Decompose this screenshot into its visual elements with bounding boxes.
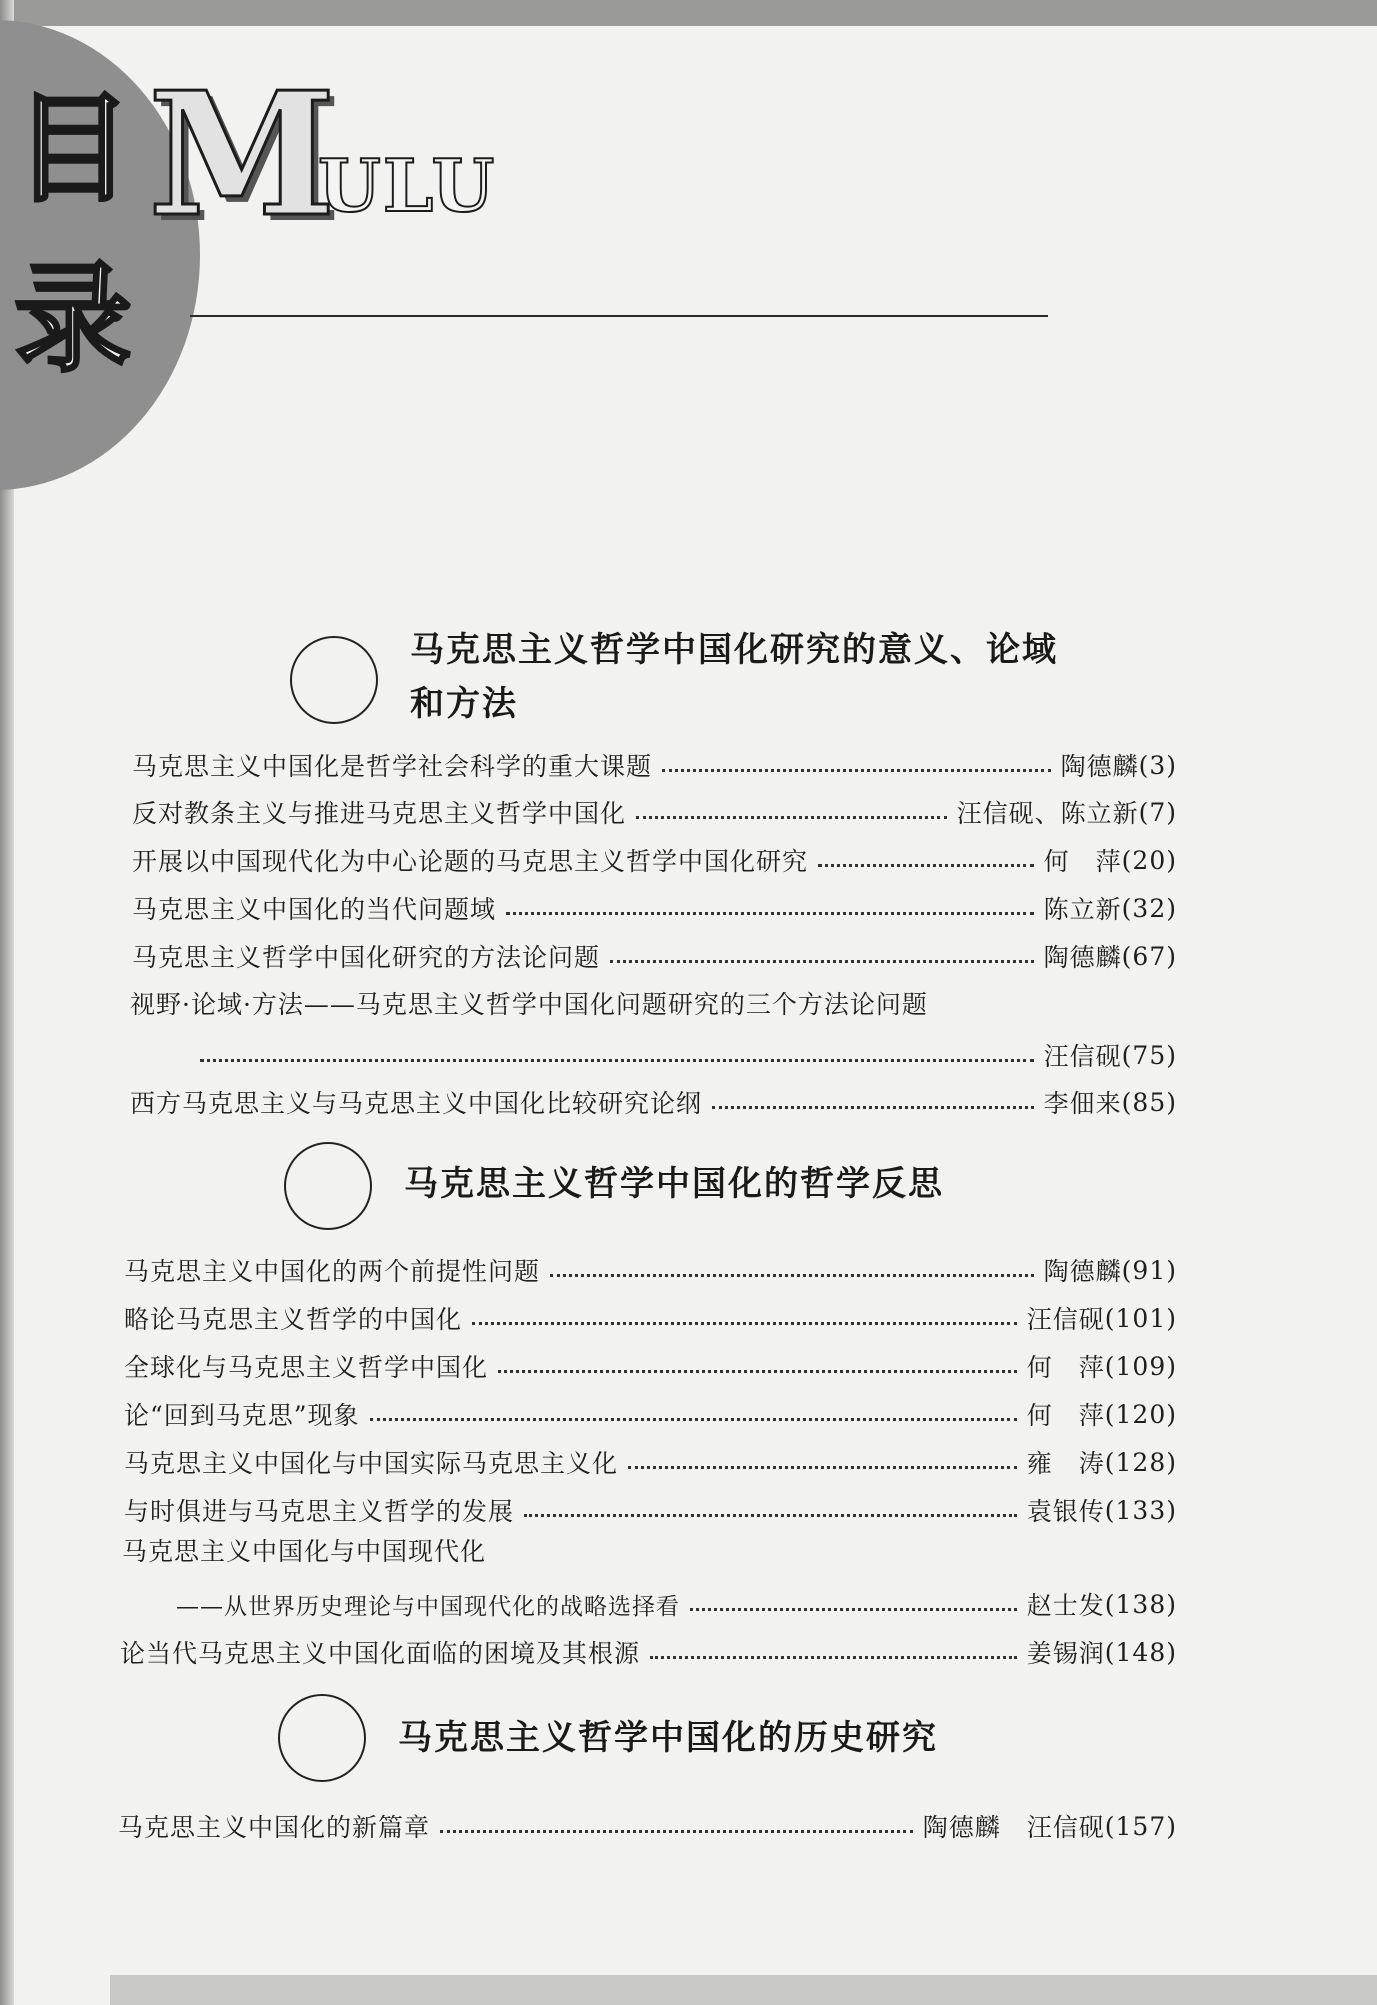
entry-page: (128) [1104,1447,1177,1477]
leader-dots [662,769,1051,772]
masthead-big-letter: M [148,55,337,255]
toc-entry[interactable] [132,792,1177,832]
toc-entry[interactable] [132,936,1177,976]
leader-dots [440,1830,913,1833]
entry-author: 袁银传 [1026,1497,1105,1526]
entry-author: 汪信砚 [1026,1305,1105,1334]
entry-author: 陶德麟 [1060,752,1139,781]
entry-author: 何 萍 [1026,1353,1105,1382]
entry-author: 陶德麟 汪信砚 [922,1813,1105,1842]
entry-title: 全球化与马克思主义哲学中国化 [124,1353,489,1382]
entry-author: 陈立新 [1043,895,1122,924]
section-circle-icon [278,1694,366,1782]
entry-author: 汪信砚 [1043,1042,1122,1071]
masthead-rest-letters: ULU [318,143,497,228]
toc-entry[interactable] [118,1806,1177,1846]
entry-author: 雍 涛 [1026,1449,1105,1478]
entry-author: 赵士发 [1026,1591,1105,1620]
toc-entry[interactable] [124,1442,1177,1482]
entry-author: 何 萍 [1026,1401,1105,1430]
entry-title: 略论马克思主义哲学的中国化 [124,1305,463,1334]
leader-dots [610,960,1034,963]
entry-title: 马克思主义中国化的当代问题域 [132,895,497,924]
section-title-continued: 和方法 [410,684,518,724]
entry-title[interactable]: 马克思主义中国化与中国现代化 [122,1537,487,1566]
toc-entry[interactable] [124,1250,1177,1290]
entry-title: 开展以中国现代化为中心论题的马克思主义哲学中国化研究 [132,847,809,876]
entry-page: (120) [1104,1399,1177,1429]
entry-author: 李佃来 [1043,1089,1122,1118]
scan-bottom-edge [110,1975,1377,2005]
leader-dots [818,864,1034,867]
toc-entry[interactable] [132,745,1177,785]
entry-title: 反对教条主义与推进马克思主义哲学中国化 [132,799,627,828]
entry-page: (91) [1121,1255,1177,1285]
entry-page: (3) [1138,750,1177,780]
entry-page: (7) [1138,797,1177,827]
entry-title: 马克思主义中国化的新篇章 [118,1813,431,1842]
section-title: 马克思主义哲学中国化研究的意义、论域 [410,630,1058,670]
entry-title: 西方马克思主义与马克思主义中国化比较研究论纲 [130,1089,703,1118]
section-title: 马克思主义哲学中国化的历史研究 [398,1718,938,1758]
leader-dots [498,1370,1017,1373]
masthead-char-lu: 录 [14,250,133,388]
entry-subtitle: ——从世界历史理论与中国现代化的战略选择看 [176,1593,680,1620]
masthead-char-mu: 目 [14,80,133,218]
leader-dots [636,816,947,819]
leader-dots [472,1322,1017,1325]
masthead-rule [190,315,1048,317]
entry-page: (138) [1104,1589,1177,1619]
entry-title: 论当代马克思主义中国化面临的困境及其根源 [120,1639,641,1668]
leader-dots [712,1106,1034,1109]
leader-dots [506,912,1034,915]
entry-author: 陶德麟 [1043,943,1122,972]
entry-author: 陶德麟 [1043,1257,1122,1286]
leader-dots [550,1274,1034,1277]
entry-title: 马克思主义中国化与中国实际马克思主义化 [124,1449,619,1478]
entry-author: 姜锡润 [1026,1639,1105,1668]
toc-entry[interactable] [124,1490,1177,1530]
entry-page: (101) [1104,1303,1177,1333]
masthead [0,55,1100,388]
entry-author: 汪信砚、陈立新 [956,799,1139,828]
entry-title[interactable]: 视野·论域·方法——马克思主义哲学中国化问题研究的三个方法论问题 [130,990,928,1019]
section-circle-icon [290,636,378,724]
entry-page: (157) [1104,1811,1177,1841]
leader-dots [370,1418,1017,1421]
toc-entry[interactable] [124,1394,1177,1434]
leader-dots [650,1656,1017,1659]
entry-page: (67) [1121,941,1177,971]
entry-title: 马克思主义中国化是哲学社会科学的重大课题 [132,752,653,781]
entry-title: 马克思主义中国化的两个前提性问题 [124,1257,541,1286]
toc-entry[interactable] [124,1346,1177,1386]
entry-page: (148) [1104,1637,1177,1667]
section-circle-icon [284,1142,372,1230]
entry-title: 论“回到马克思”现象 [124,1401,360,1430]
entry-author: 何 萍 [1043,847,1122,876]
toc-entry-subtitle[interactable] [176,1584,1177,1624]
leader-dots [628,1466,1017,1469]
entry-page: (32) [1121,893,1177,923]
entry-page: (75) [1121,1040,1177,1070]
entry-page: (109) [1104,1351,1177,1381]
entry-page: (85) [1121,1087,1177,1117]
toc-entry[interactable] [120,1632,1177,1672]
entry-page: (133) [1104,1495,1177,1525]
leader-dots [524,1514,1017,1517]
toc-entry[interactable] [132,888,1177,928]
toc-entry-continuation[interactable] [200,1035,1177,1075]
entry-page: (20) [1121,845,1177,875]
entry-title: 马克思主义哲学中国化研究的方法论问题 [132,943,601,972]
section-title: 马克思主义哲学中国化的哲学反思 [404,1164,944,1204]
toc-entry[interactable] [130,1082,1177,1122]
entry-title: 与时俱进与马克思主义哲学的发展 [124,1497,515,1526]
leader-dots [200,1059,1034,1062]
leader-dots [690,1608,1017,1611]
toc-entry[interactable] [132,840,1177,880]
scan-top-edge [0,0,1377,26]
toc-entry[interactable] [124,1298,1177,1338]
